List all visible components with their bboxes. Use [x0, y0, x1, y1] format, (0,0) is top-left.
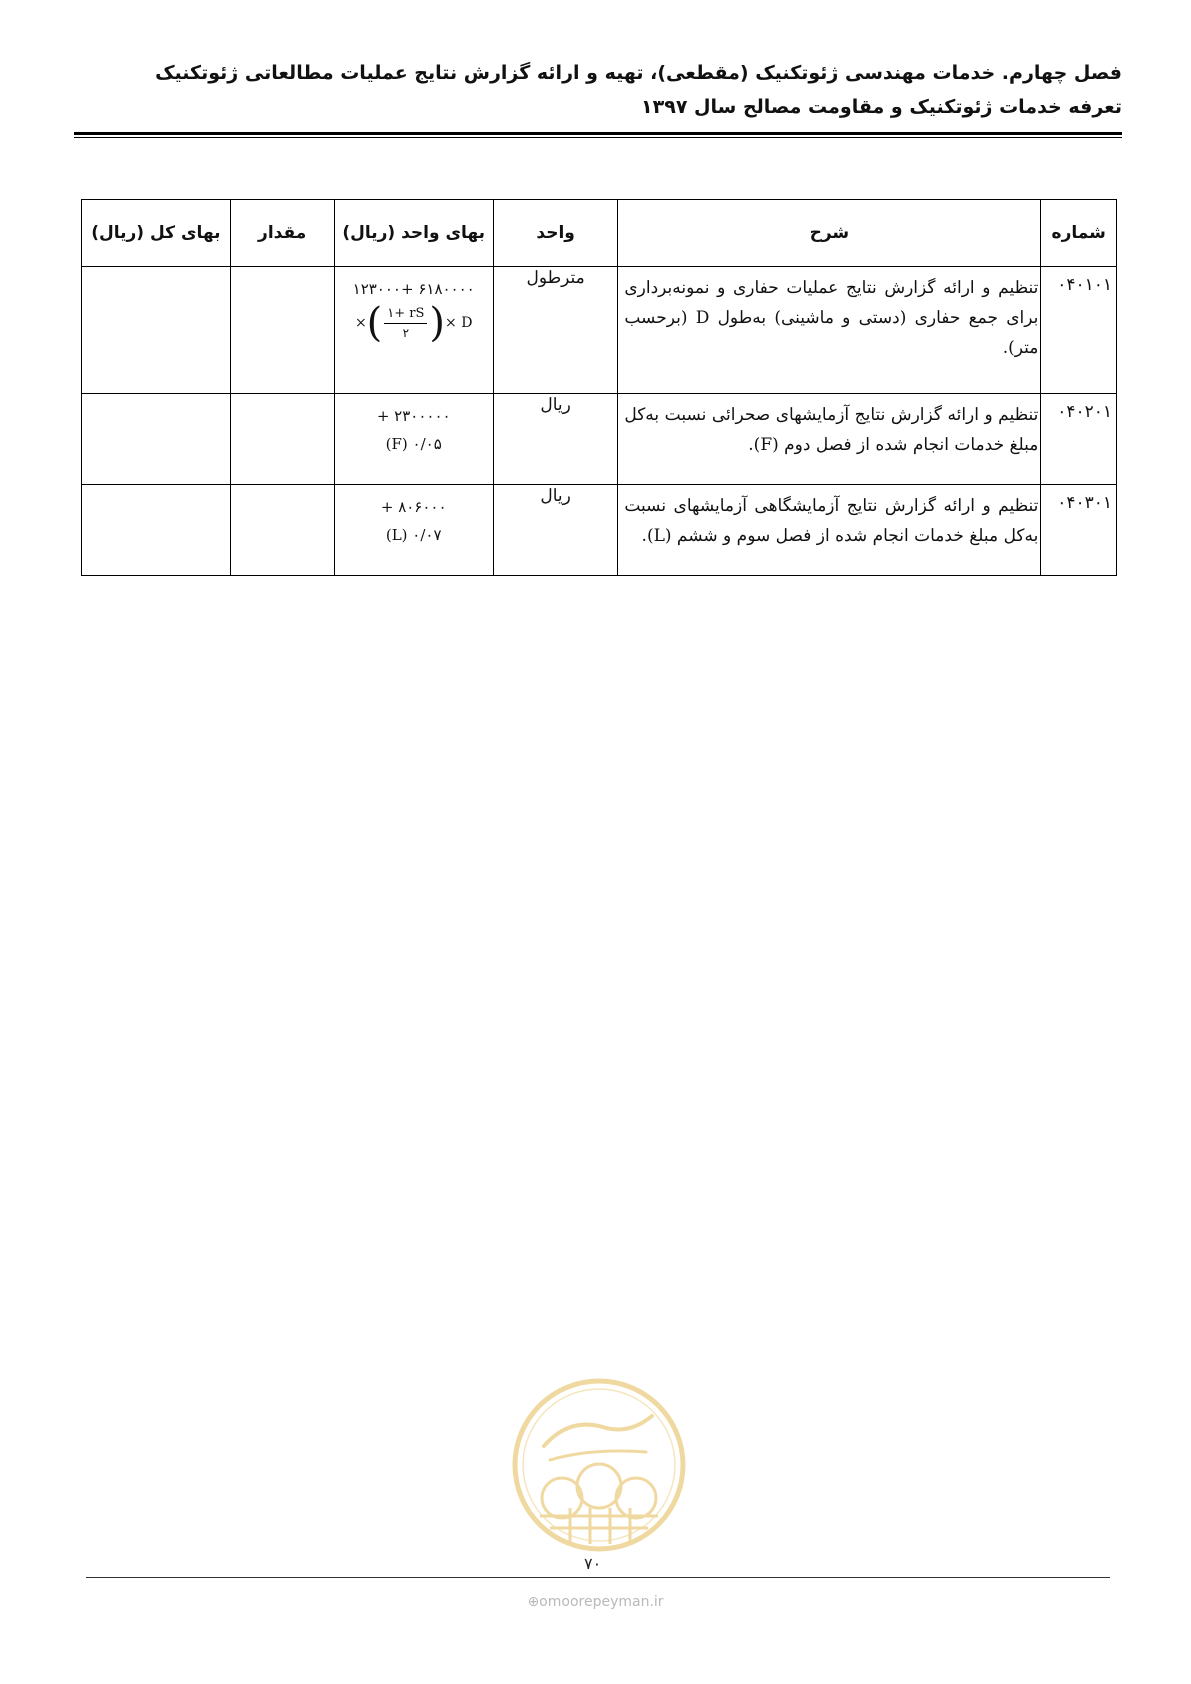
row-unit-price [334, 485, 493, 576]
header-total-price: بهای کل (ریال) [82, 200, 231, 267]
site-watermark [0, 1594, 1191, 1610]
fraction [384, 305, 427, 342]
price-formula [354, 300, 473, 346]
tariff-title: تعرفه خدمات ژئوتکنیک و مقاومت مصالح سال ۱۳۹۷ [641, 96, 1122, 118]
row-unit: ریال [493, 485, 617, 576]
row-total [82, 394, 231, 485]
page-number: ۷۰ [584, 1554, 602, 1573]
price-line: ۲۳۰۰۰۰۰ + [376, 407, 451, 425]
page-header [74, 56, 1122, 124]
header-quantity: مقدار [230, 200, 334, 267]
footer-rule [86, 1577, 1110, 1578]
table-row [82, 485, 1117, 576]
times-depth: × D [445, 315, 473, 331]
header-rule-thin [74, 137, 1122, 138]
times-sign: × [354, 315, 367, 331]
header-unit: واحد [493, 200, 617, 267]
row-description: تنظیم و ارائه گزارش نتایج آزمایشهای صحرائی نسبت به‌کل مبلغ خدمات انجام شده از فصل دوم (F). [618, 394, 1041, 485]
header-rule-thick [74, 132, 1122, 135]
row-description: تنظیم و ارائه گزارش نتایج آزمایشگاهی آزمایشهای نسبت به‌کل مبلغ خدمات انجام شده از فصل سوم و ششم (L). [618, 485, 1041, 576]
site-url: omoorepeyman.ir [539, 1594, 664, 1610]
row-total [82, 267, 231, 394]
row-total [82, 485, 231, 576]
row-quantity [230, 394, 334, 485]
price-line: ۶۱۸۰۰۰۰ +۱۲۳۰۰۰ [352, 280, 475, 298]
chapter-title: فصل چهارم. خدمات مهندسی ژئوتکنیک (مقطعی)، تهیه و ارائه گزارش نتایج عملیات مطالعاتی ژئوتکنیک [155, 62, 1122, 84]
header-number: شماره [1041, 200, 1117, 267]
fraction-denominator: ۲ [402, 325, 410, 340]
price-line: ۰/۰۷ (L) [385, 526, 442, 544]
header-description: شرح [618, 200, 1041, 267]
header-unit-price: بهای واحد (ریال) [334, 200, 493, 267]
fraction-numerator: ۱+ rS [384, 305, 427, 324]
table-row [82, 267, 1117, 394]
open-paren: ( [366, 300, 383, 346]
row-unit-price [334, 394, 493, 485]
row-quantity [230, 485, 334, 576]
globe-icon: ⊕ [527, 1594, 540, 1610]
row-unit-price [334, 267, 493, 394]
row-number: ۰۴۰۲۰۱ [1041, 394, 1117, 485]
table-header-row [82, 200, 1117, 267]
row-unit: ریال [493, 394, 617, 485]
row-quantity [230, 267, 334, 394]
tariff-table [81, 199, 1117, 576]
row-description: تنظیم و ارائه گزارش نتایج عملیات حفاری و نمونه‌برداری برای جمع حفاری (دستی و ماشینی) به‌طول D (برحسب متر). [618, 267, 1041, 394]
table-row [82, 394, 1117, 485]
row-unit: مترطول [493, 267, 617, 394]
watermark-logo-icon [510, 1376, 688, 1554]
row-number: ۰۴۰۱۰۱ [1041, 267, 1117, 394]
close-paren: ) [429, 300, 446, 346]
row-number: ۰۴۰۳۰۱ [1041, 485, 1117, 576]
price-line: ۰/۰۵ (F) [385, 435, 442, 453]
price-line: ۸۰۶۰۰۰ + [380, 498, 447, 516]
